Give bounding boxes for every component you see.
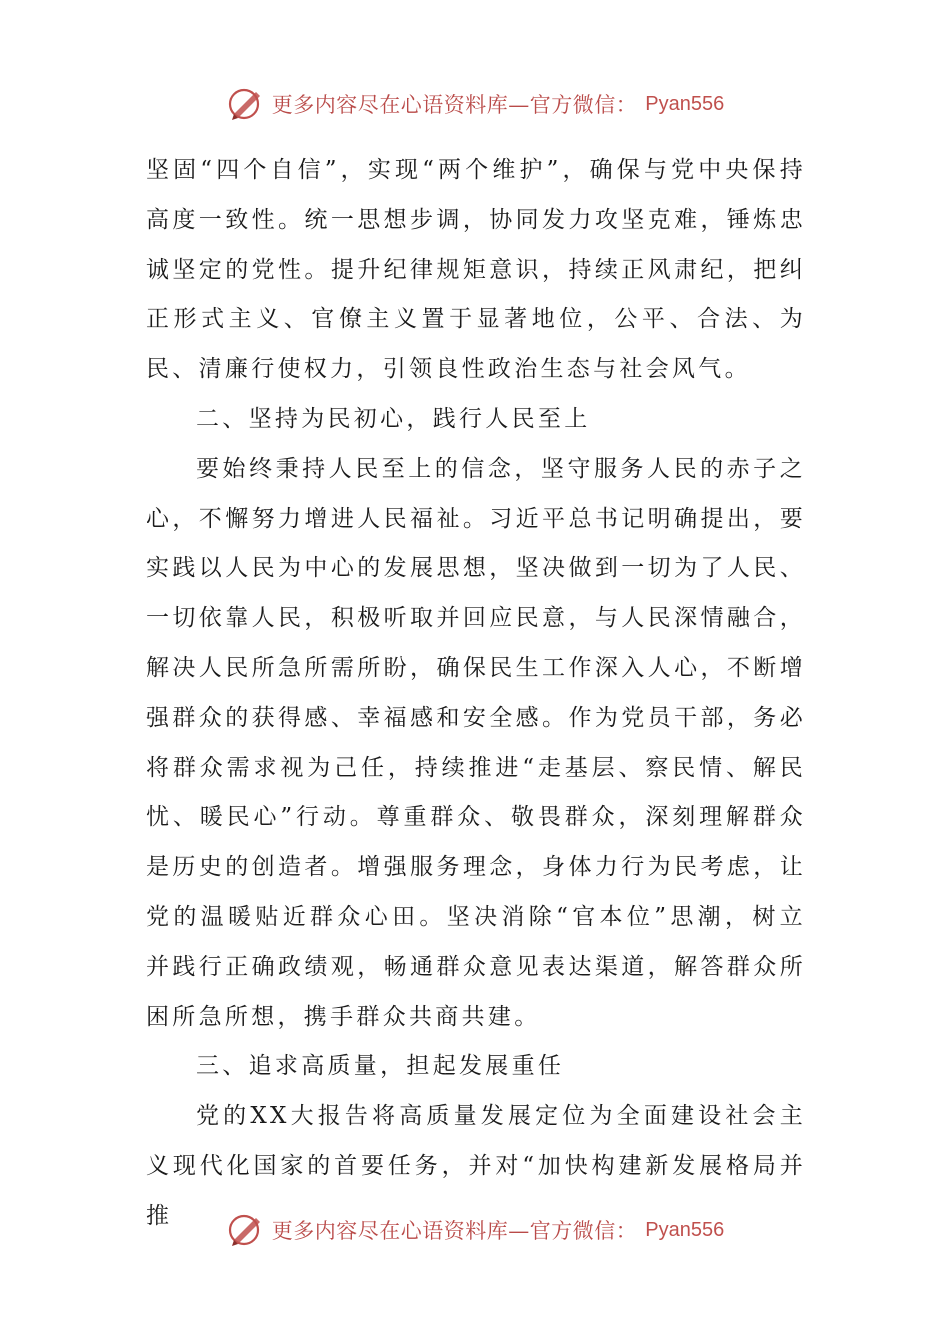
banner-text: 更多内容尽在心语资料库—官方微信： — [271, 1219, 638, 1243]
footer-watermark-banner — [0, 1206, 950, 1254]
document-body — [146, 146, 806, 1242]
paragraph-3: 党的XX大报告将高质量发展定位为全面建设社会主义现代化国家的首要任务，并对“加快构建新发展格局并推 — [146, 1103, 806, 1229]
banner-wechat-id: Pyan556 — [645, 1218, 725, 1241]
header-watermark-banner — [0, 80, 950, 128]
banner-wechat-id: Pyan556 — [645, 92, 725, 115]
banner-text: 更多内容尽在心语资料库—官方微信： — [271, 93, 638, 117]
paragraph-2: 要始终秉持人民至上的信念，坚守服务人民的赤子之心，不懈努力增进人民福祉。习近平总书记明确提出，要实践以人民为中心的发展思想，坚决做到一切为了人民、一切依靠人民，积极听取并回应民意，与人民深情融合，解决人民所急所需所盼，确保民生工作深入人心，不断增强群众的获得感、幸福感和安全感。作为党员干部，务必将群众需求视为己任，持续推进“走基层、察民情、解民忧、暖民心”行动。尊重群众、敬畏群众，深刻理解群众是历史的创造者。增强服务理念，身体力行为民考虑，让党的温暖贴近群众心田。坚决消除“官本位”思潮，树立并践行正确政绩观，畅通群众意见表达渠道，解答群众所困所急所想，携手群众共商共建。 — [146, 455, 806, 1030]
section-heading-2: 二、坚持为民初心，践行人民至上 — [196, 405, 591, 432]
pen-logo-icon — [226, 1210, 266, 1250]
section-heading-3: 三、追求高质量，担起发展重任 — [196, 1053, 565, 1080]
paragraph-1: 坚固“四个自信”，实现“两个维护”，确保与党中央保持高度一致性。统一思想步调，协同发力攻坚克难，锤炼忠诚坚定的党性。提升纪律规矩意识，持续正风肃纪，把纠正形式主义、官僚主义置于显著地位，公平、合法、为民、清廉行使权力，引领良性政治生态与社会风气。 — [146, 157, 806, 383]
pen-logo-icon — [226, 84, 266, 124]
